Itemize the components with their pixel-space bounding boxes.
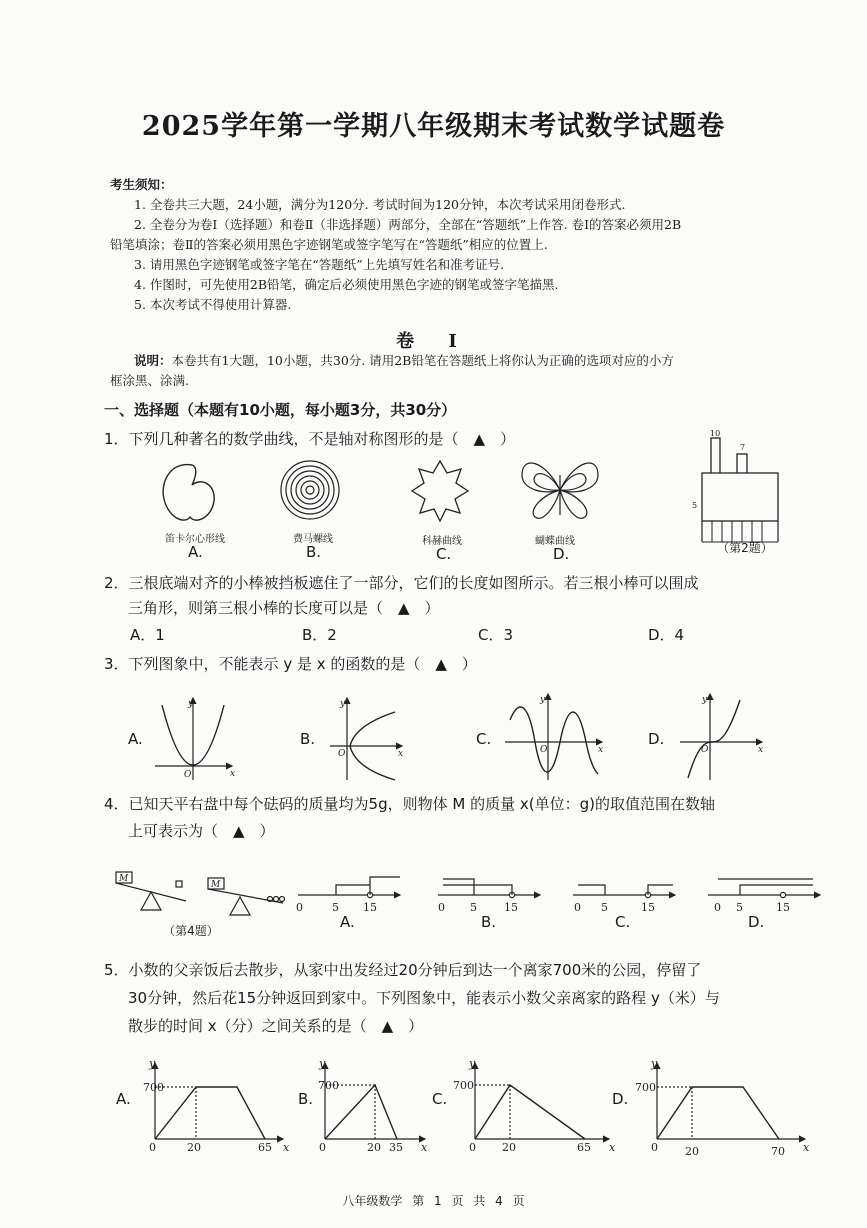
nl-a-tick-15: 15 [363, 901, 377, 914]
notice-item-1: 1. 全卷共三大题，24小题，满分为120分. 考试时间为120分钟，本次考试采用闭卷形式. [134, 197, 626, 212]
mass-m-1: M [119, 874, 129, 884]
q4-option-b[interactable]: B. [481, 913, 497, 931]
q5b-y-tick: 700 [318, 1079, 339, 1092]
part-title: 一、选择题（本题有10小题，每小题3分，共30分） [104, 401, 457, 419]
q5-graph-a [155, 1063, 283, 1139]
number-line-d [708, 879, 820, 898]
q1-option-c[interactable]: C. [436, 545, 452, 563]
question-5-stem-2: 30分钟，然后花15分钟返回到家中。下列图象中，能表示小数父亲离家的路程 y（米）与 [128, 989, 720, 1007]
q3a-x-label: x [230, 769, 236, 779]
q3a-y-label: y [188, 699, 194, 709]
nl-c-tick-15: 15 [641, 901, 655, 914]
q2-option-a[interactable]: A．1 [130, 626, 165, 644]
q5b-x-label: x [421, 1141, 428, 1154]
question-3-stem: 3．下列图象中，不能表示 y 是 x 的函数的是（ ▲ ） [104, 655, 477, 673]
koch-curve [412, 461, 468, 521]
q5-option-d[interactable]: D. [612, 1090, 629, 1108]
nl-c-tick-5: 5 [601, 901, 608, 914]
q5a-y-label: y [149, 1057, 156, 1070]
q5-graph-d [657, 1063, 805, 1139]
question-2-stem-1: 2．三根底端对齐的小棒被挡板遮住了一部分，它们的长度如图所示。若三根小棒可以围成 [104, 574, 699, 592]
nl-b-tick-0: 0 [438, 901, 445, 914]
q1-caption-d: 蝴蝶曲线 [535, 536, 575, 547]
q5d-x-tick-2: 70 [771, 1145, 785, 1158]
question-2-stem-2: 三角形，则第三根小棒的长度可以是（ ▲ ） [128, 599, 440, 617]
nl-a-tick-5: 5 [332, 901, 339, 914]
q3-graphs-figure [150, 690, 830, 785]
q3-option-a[interactable]: A. [128, 730, 143, 748]
q5a-x-label: x [283, 1141, 290, 1154]
q5d-x-label: x [803, 1141, 810, 1154]
q5c-x-tick-2: 65 [577, 1141, 591, 1154]
explanation-line1: 本卷共有1大题，10小题，共30分. 请用2B铅笔在答题纸上将你认为正确的选项对应的小方 [171, 353, 674, 368]
question-5-stem-3: 散步的时间 x（分）之间关系的是（ ▲ ） [128, 1017, 424, 1035]
q5a-x-tick-1: 20 [187, 1141, 201, 1154]
q5-option-b[interactable]: B. [298, 1090, 314, 1108]
q3b-y-label: y [340, 699, 346, 709]
q1-caption-b: 费马螺线 [293, 534, 333, 545]
explanation [110, 351, 810, 371]
q2-sticks-figure [690, 430, 800, 545]
q1-curves-figure [150, 455, 620, 565]
mass-m-2: M [211, 880, 221, 890]
q3c-origin: O [540, 745, 548, 755]
exam-title: 2025学年第一学期八年级期末考试数学试题卷 [141, 111, 726, 142]
baffle-board [702, 473, 778, 521]
q3c-y-label: y [540, 695, 546, 705]
q2-caption: （第2题） [717, 541, 773, 555]
q3d-y-label: y [702, 695, 708, 705]
q5-option-a[interactable]: A. [116, 1090, 131, 1108]
notice-item-2-cont: 铅笔填涂；卷Ⅱ的答案必须用黑色字迹钢笔或签字笔写在“答题纸”相应的位置上. [110, 237, 548, 252]
q4-option-a[interactable]: A. [340, 913, 355, 931]
explanation-line2: 框涂黑、涂满. [110, 373, 189, 388]
notice-heading: 考生须知： [110, 177, 173, 192]
question-5-stem-1: 5．小数的父亲饭后去散步，从家中出发经过20分钟后到达一个离家700米的公园，停留了 [104, 961, 702, 979]
q3-option-c[interactable]: C. [476, 730, 492, 748]
nl-b-tick-5: 5 [470, 901, 477, 914]
q1-option-b[interactable]: B. [306, 543, 322, 561]
q4-option-c[interactable]: C. [615, 913, 631, 931]
notice-item-3: 3. 请用黑色字迹钢笔或签字笔在“答题纸”上先填写姓名和准考证号. [134, 257, 505, 272]
section-heading: 卷 Ⅰ [396, 331, 471, 352]
nl-b-tick-15: 15 [504, 901, 518, 914]
notice-item-5: 5. 本次考试不得使用计算器. [134, 297, 292, 312]
stick-label-7: 7 [740, 443, 746, 452]
q2-option-d[interactable]: D．4 [648, 626, 685, 644]
q3d-x-label: x [758, 745, 764, 755]
q5d-x-tick-1: 20 [685, 1145, 699, 1158]
q5d-origin: 0 [651, 1141, 658, 1154]
q5c-x-label: x [609, 1141, 616, 1154]
q5b-origin: 0 [319, 1141, 326, 1154]
nl-c-tick-0: 0 [574, 901, 581, 914]
q1-option-d[interactable]: D. [553, 545, 570, 563]
q2-option-c[interactable]: C．3 [478, 626, 514, 644]
notice-block [110, 175, 810, 315]
q1-caption-c: 科赫曲线 [422, 536, 462, 547]
notice-item-4: 4. 作图时，可先使用2B铅笔，确定后必须使用黑色字迹的钢笔或签字笔描黑. [134, 277, 559, 292]
question-1-stem: 1．下列几种著名的数学曲线，不是轴对称图形的是（ ▲ ） [104, 430, 516, 448]
q5c-y-label: y [469, 1057, 476, 1070]
q5-graphs-figure [135, 1055, 825, 1160]
q5a-origin: 0 [149, 1141, 156, 1154]
notice-item-2: 2. 全卷分为卷Ⅰ（选择题）和卷Ⅱ（非选择题）两部分，全部在“答题纸”上作答. 卷Ⅰ的答案必须用2B [134, 217, 682, 232]
question-4-stem-2: 上可表示为（ ▲ ） [128, 822, 275, 840]
q3-graph-a [155, 698, 232, 780]
explanation-label: 说明： [134, 353, 172, 368]
q4-option-d[interactable]: D. [748, 913, 765, 931]
q3a-origin: O [184, 770, 192, 780]
q5b-x-tick-2: 35 [389, 1141, 403, 1154]
q3-option-d[interactable]: D. [648, 730, 665, 748]
nl-d-tick-0: 0 [714, 901, 721, 914]
q5d-y-label: y [651, 1057, 658, 1070]
number-line-b [438, 879, 540, 898]
cardioid-curve [163, 465, 214, 521]
stick-label-5: 5 [692, 501, 698, 510]
question-4-stem-1: 4．已知天平右盘中每个砝码的质量均为5g，则物体 M 的质量 x(单位：g)的取值范围在数轴 [104, 795, 715, 813]
q5-graph-b [325, 1063, 425, 1139]
q4-caption: （第4题） [163, 924, 219, 938]
q5a-x-tick-2: 65 [258, 1141, 272, 1154]
q3b-x-label: x [398, 749, 404, 759]
q5c-y-tick: 700 [453, 1079, 474, 1092]
q3-graph-c [505, 694, 602, 780]
q3-graph-b [330, 698, 402, 780]
q5c-origin: 0 [469, 1141, 476, 1154]
butterfly-curve [522, 463, 598, 518]
number-line-c [573, 885, 675, 898]
page-footer: 八年级数学 第 1 页 共 4 页 [342, 1194, 525, 1208]
q5c-x-tick-1: 20 [502, 1141, 516, 1154]
q1-caption-a: 笛卡尔心形线 [165, 534, 225, 545]
fermat-spiral [281, 461, 339, 519]
q3c-x-label: x [598, 745, 604, 755]
nl-a-tick-0: 0 [296, 901, 303, 914]
q3d-origin: O [701, 745, 709, 755]
q1-option-a[interactable]: A. [188, 543, 203, 561]
nl-d-tick-5: 5 [736, 901, 743, 914]
q3-option-b[interactable]: B. [300, 730, 316, 748]
q5b-x-tick-1: 20 [367, 1141, 381, 1154]
q5-option-c[interactable]: C. [432, 1090, 448, 1108]
nl-d-tick-15: 15 [776, 901, 790, 914]
q5-graph-c [475, 1063, 609, 1139]
q5a-y-tick: 700 [143, 1081, 164, 1094]
q3b-origin: O [338, 749, 346, 759]
q2-option-b[interactable]: B．2 [302, 626, 337, 644]
q5d-y-tick: 700 [635, 1081, 656, 1094]
stick-label-10: 10 [710, 430, 721, 438]
number-line-a [298, 877, 400, 898]
q3-graph-d [680, 694, 762, 780]
q5b-y-label: y [319, 1057, 326, 1070]
